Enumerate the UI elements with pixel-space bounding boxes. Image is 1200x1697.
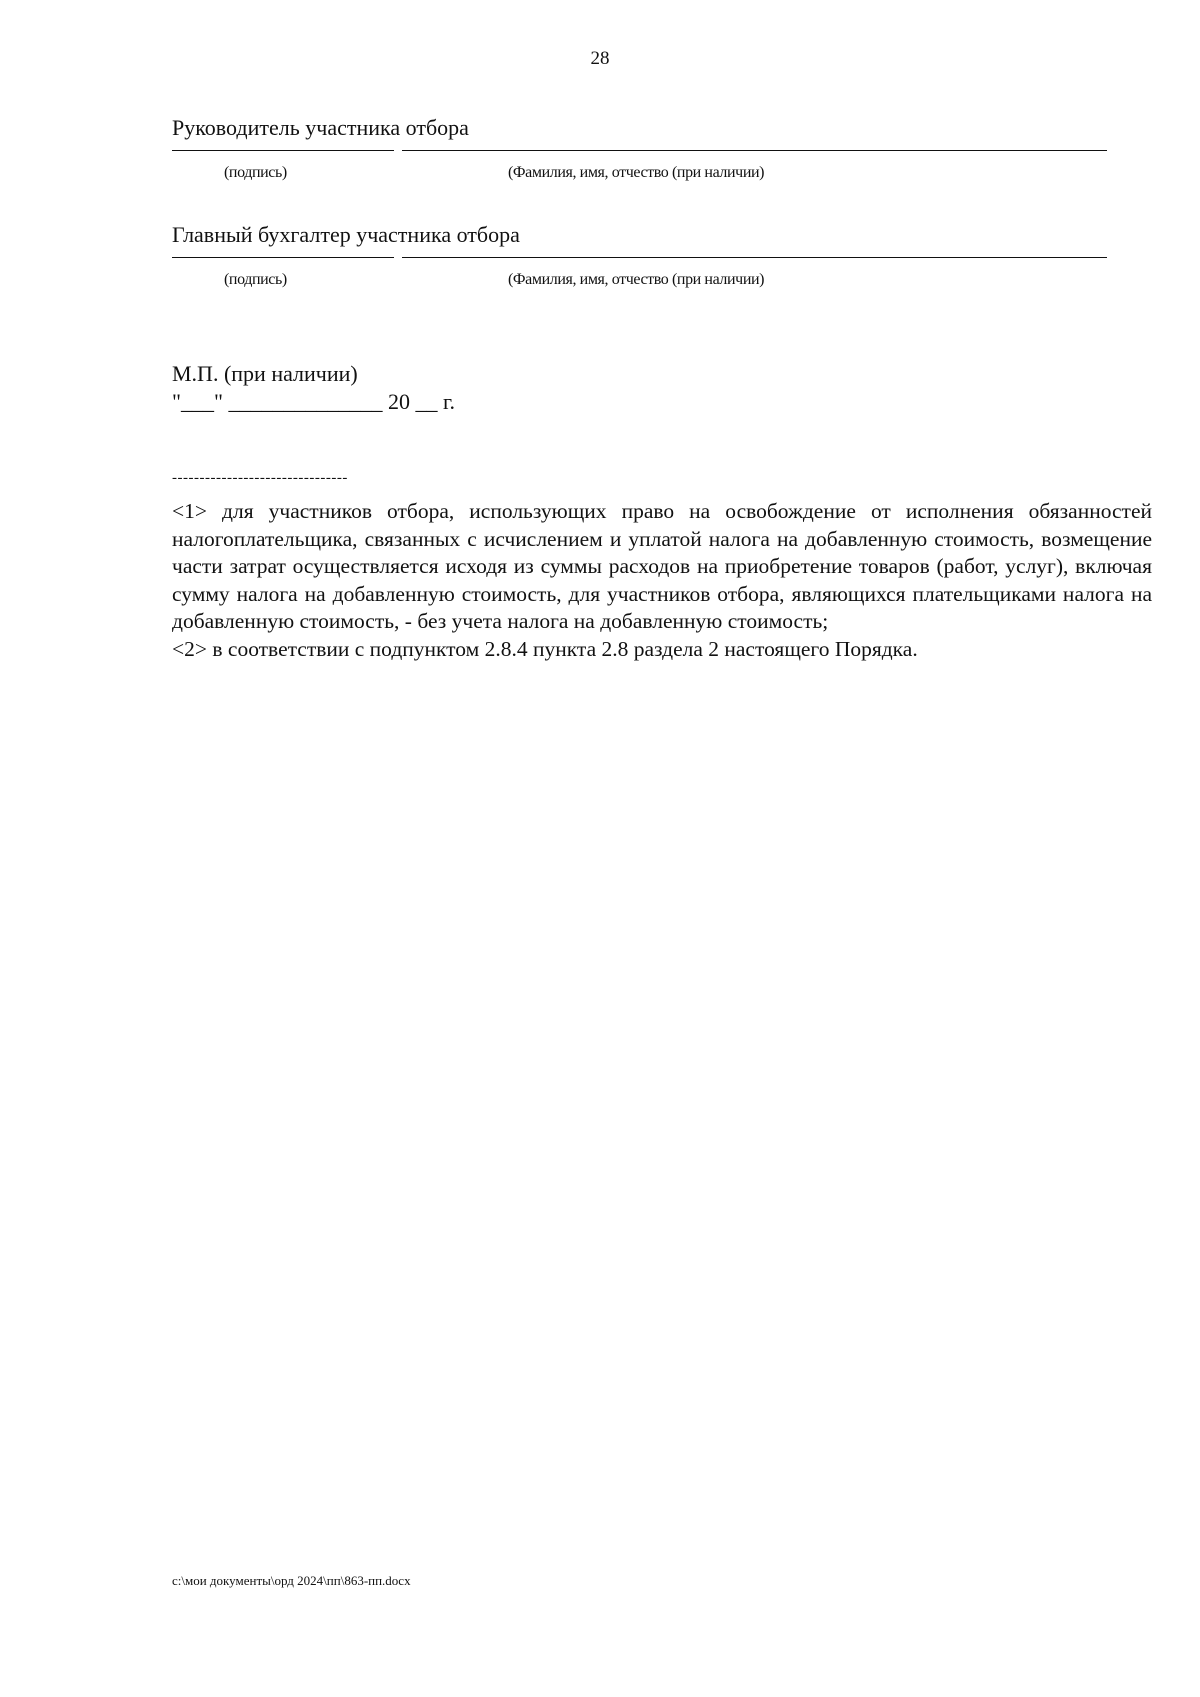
footnote-2: <2> в соответствии с подпунктом 2.8.4 пункта 2.8 раздела 2 настоящего Порядка. (172, 636, 918, 661)
accountant-signature-title: Главный бухгалтер участника отбора (172, 222, 520, 247)
accountant-signature-block (172, 222, 1107, 291)
accountant-name-line (402, 257, 1107, 258)
footnote-separator: -------------------------------- (172, 470, 348, 486)
head-signature-line (172, 150, 394, 151)
date-line: "___" ______________ 20 __ г. (172, 389, 456, 414)
head-signature-captions (172, 162, 1107, 184)
file-path: c:\мои документы\орд 2024\пп\863-пп.docx (172, 1573, 411, 1588)
head-signature-lines (172, 150, 1107, 162)
accountant-signature-lines (172, 257, 1107, 269)
footnotes (172, 498, 1152, 663)
head-signature-title: Руководитель участника отбора (172, 115, 469, 140)
head-signature-block (172, 115, 1107, 184)
accountant-signature-line (172, 257, 394, 258)
stamp-block (172, 360, 455, 416)
stamp-label: М.П. (при наличии) (172, 361, 358, 386)
head-name-caption: (Фамилия, имя, отчество (при наличии) (508, 164, 765, 181)
page-number: 28 (590, 48, 610, 69)
accountant-signature-caption: (подпись) (224, 271, 287, 288)
accountant-signature-captions (172, 269, 1107, 291)
accountant-name-caption: (Фамилия, имя, отчество (при наличии) (508, 271, 765, 288)
head-signature-caption: (подпись) (224, 164, 287, 181)
footnote-1: <1> для участников отбора, использующих право на освобождение от исполнения обязанностей налогоплательщика, связанных с исчислением и уплатой налога на добавленную стоимость, возмещение части затрат осуществляется исходя из суммы расходов на приобретение товаров (работ, услуг), включая сумму налога на добавленную стоимость, для участников отбора, являющихся плательщиками налога на добавленную стоимость, - без учета налога на добавленную стоимость; (172, 499, 1152, 633)
head-name-line (402, 150, 1107, 151)
